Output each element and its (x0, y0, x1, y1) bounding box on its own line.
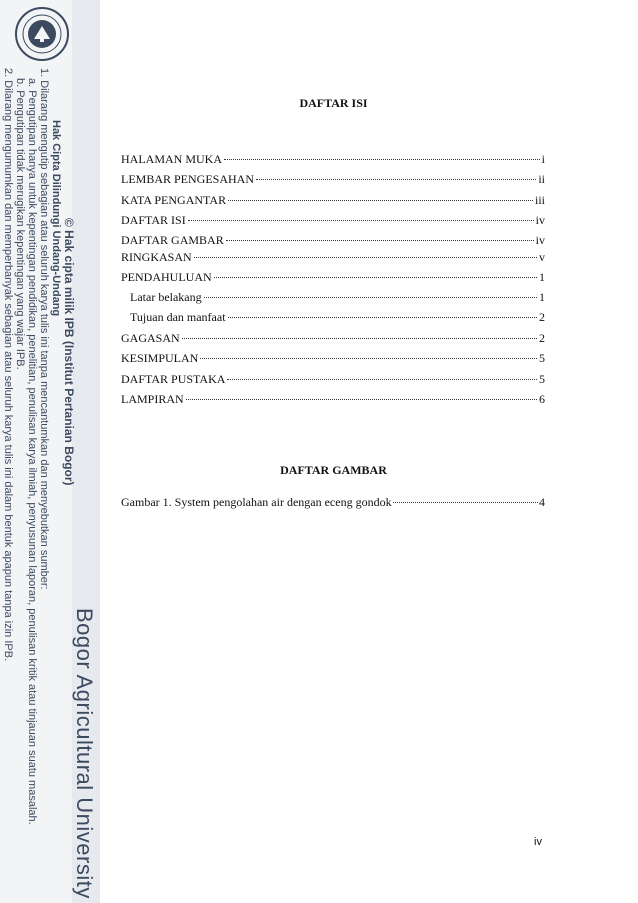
toc-entry-label: PENDAHULUAN (121, 270, 212, 284)
toc-entry-page: ii (538, 172, 545, 186)
toc-entry-page: 2 (539, 310, 545, 324)
toc-entry (130, 310, 545, 326)
leader-dots (188, 220, 534, 221)
watermark-notice-line: 1. Dilarang mengutip sebagian atau seluruh karya tulis ini tanpa mencantumkan dan menyebutkan sumber: (38, 68, 50, 590)
ipb-seal-icon (14, 6, 70, 62)
toc-entry-label: RINGKASAN (121, 250, 192, 264)
watermark-copyright: © Hak cipta milik IPB (Institut Pertanian Bogor) (62, 218, 76, 486)
figure-entry-page: 4 (539, 495, 545, 509)
leader-dots (182, 338, 537, 339)
toc-entry (121, 270, 545, 286)
toc-entry (121, 193, 545, 209)
watermark-university: Bogor Agricultural University (72, 608, 97, 899)
toc-entry (121, 152, 545, 168)
toc-entry-page: 1 (539, 270, 545, 284)
leader-dots (200, 358, 537, 359)
figure-list-title: DAFTAR GAMBAR (280, 463, 387, 477)
toc-title: DAFTAR ISI (299, 96, 368, 110)
toc-entry (121, 233, 545, 249)
toc-entry-label: Tujuan dan manfaat (130, 310, 226, 324)
watermark-notice-line: b. Pengutipan tidak merugikan kepentingan yang wajar IPB. (14, 78, 26, 370)
toc-entry-label: KATA PENGANTAR (121, 193, 227, 207)
toc-entry-label: HALAMAN MUKA (121, 152, 222, 166)
watermark-notice-line: a. Pengutipan hanya untuk kepentingan pendidikan, penelitian, penulisan karya ilmiah, penyusunan laporan, penulisan kritik atau tinjauan suatu masalah. (26, 78, 38, 825)
leader-dots (393, 502, 538, 503)
toc-entry-label: LAMPIRAN (121, 392, 184, 406)
toc-entry-label: DAFTAR GAMBAR (121, 233, 224, 247)
leader-dots (224, 159, 540, 160)
toc-entry-label: KESIMPULAN (121, 351, 199, 365)
toc-entry-page: v (539, 250, 545, 264)
toc-entry-page: iv (535, 213, 545, 227)
leader-dots (214, 277, 537, 278)
toc-entry-label: DAFTAR ISI (121, 213, 186, 227)
figure-entry-label: Gambar 1. System pengolahan air dengan eceng gondok (121, 495, 392, 509)
toc-entry (121, 213, 545, 229)
leader-dots (226, 240, 534, 241)
leader-dots (194, 257, 537, 258)
toc-entry-page: iv (535, 233, 545, 247)
toc-entry-label: Latar belakang (130, 290, 202, 304)
toc-entry-page: 5 (539, 351, 545, 365)
leader-dots (204, 297, 537, 298)
watermark-notice-line: Hak Cipta Dilindungi Undang-Undang (50, 120, 62, 317)
page-number: iv (534, 836, 542, 848)
leader-dots (227, 379, 537, 380)
toc-entry-label: GAGASAN (121, 331, 180, 345)
figure-entry (121, 495, 545, 510)
toc-entry (121, 351, 545, 367)
toc-entry (121, 250, 545, 266)
toc-entry (121, 331, 545, 347)
leader-dots (228, 317, 537, 318)
toc-entry (130, 290, 545, 306)
leader-dots (186, 399, 537, 400)
toc-entry-page: 6 (539, 392, 545, 406)
watermark-notice-line: 2. Dilarang mengumumkan dan memperbanyak sebagian atau seluruh karya tulis ini dalam bentuk apapun tanpa izin IPB. (2, 68, 14, 662)
toc-entry-label: LEMBAR PENGESAHAN (121, 172, 255, 186)
toc-entry-page: 2 (539, 331, 545, 345)
leader-dots (256, 179, 536, 180)
toc-entry (121, 372, 545, 388)
toc-entry-page: iii (534, 193, 545, 207)
toc-entry-page: 5 (539, 372, 545, 386)
toc-entry (121, 172, 545, 188)
leader-dots (228, 200, 533, 201)
toc-entry-label: DAFTAR PUSTAKA (121, 372, 226, 386)
toc-entry-page: i (541, 152, 545, 166)
toc-entry-page: 1 (539, 290, 545, 304)
toc-entry (121, 392, 545, 408)
